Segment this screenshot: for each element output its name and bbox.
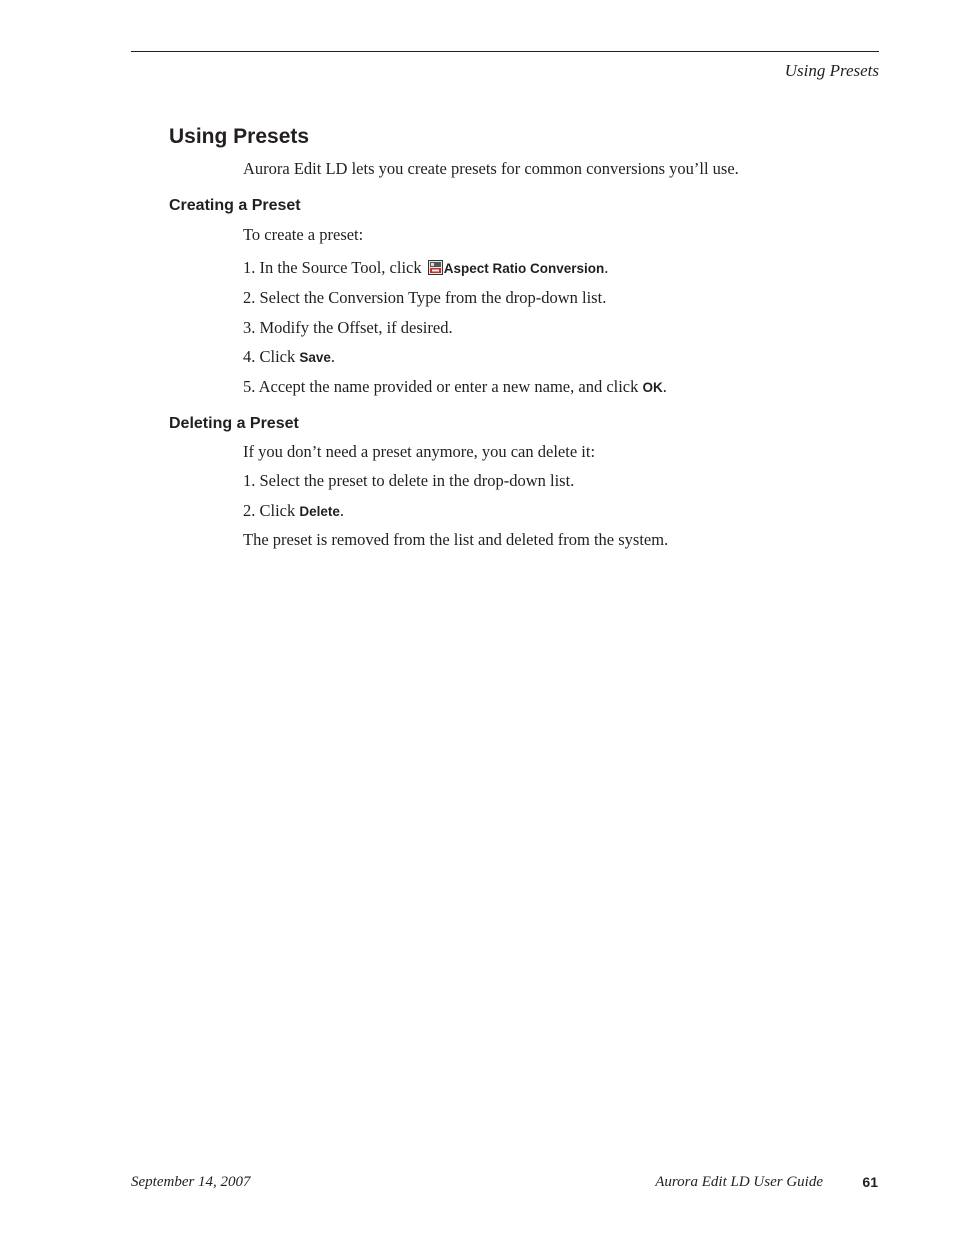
deleting-heading: Deleting a Preset: [169, 415, 299, 432]
creating-step-1: 1. In the Source Tool, click Aspect Ratio Conversion.: [243, 258, 609, 277]
page-number: 61: [862, 1174, 878, 1190]
section-title: Using Presets: [169, 125, 310, 148]
creating-step-3: 3. Modify the Offset, if desired.: [243, 318, 453, 337]
deleting-lead: If you don’t need a preset anymore, you can delete it:: [243, 442, 596, 461]
section-intro: Aurora Edit LD lets you create presets for common conversions you’ll use.: [243, 159, 739, 178]
footer-date: September 14, 2007: [131, 1174, 251, 1190]
deleting-step-2: 2. Click Delete.: [243, 501, 345, 520]
footer-guide-title: Aurora Edit LD User Guide: [655, 1174, 823, 1190]
step-1-text: 1. In the Source Tool, click: [243, 258, 426, 277]
delete-label: Delete: [299, 504, 340, 519]
creating-step-2: 2. Select the Conversion Type from the drop-down list.: [243, 288, 607, 307]
creating-lead: To create a preset:: [243, 225, 364, 244]
save-label: Save: [299, 350, 331, 365]
creating-step-5: 5. Accept the name provided or enter a new name, and click OK.: [243, 377, 667, 396]
aspect-ratio-conversion-icon[interactable]: [428, 259, 443, 274]
creating-step-4: 4. Click Save.: [243, 347, 336, 366]
ok-label: OK: [642, 380, 663, 395]
running-head: Using Presets: [784, 61, 879, 80]
creating-heading: Creating a Preset: [169, 197, 301, 214]
deleting-step-1: 1. Select the preset to delete in the drop-down list.: [243, 471, 575, 490]
deleting-result: The preset is removed from the list and deleted from the system.: [243, 530, 669, 549]
aspect-ratio-conversion-label: Aspect Ratio Conversion: [443, 261, 605, 276]
header-rule: [131, 51, 879, 52]
